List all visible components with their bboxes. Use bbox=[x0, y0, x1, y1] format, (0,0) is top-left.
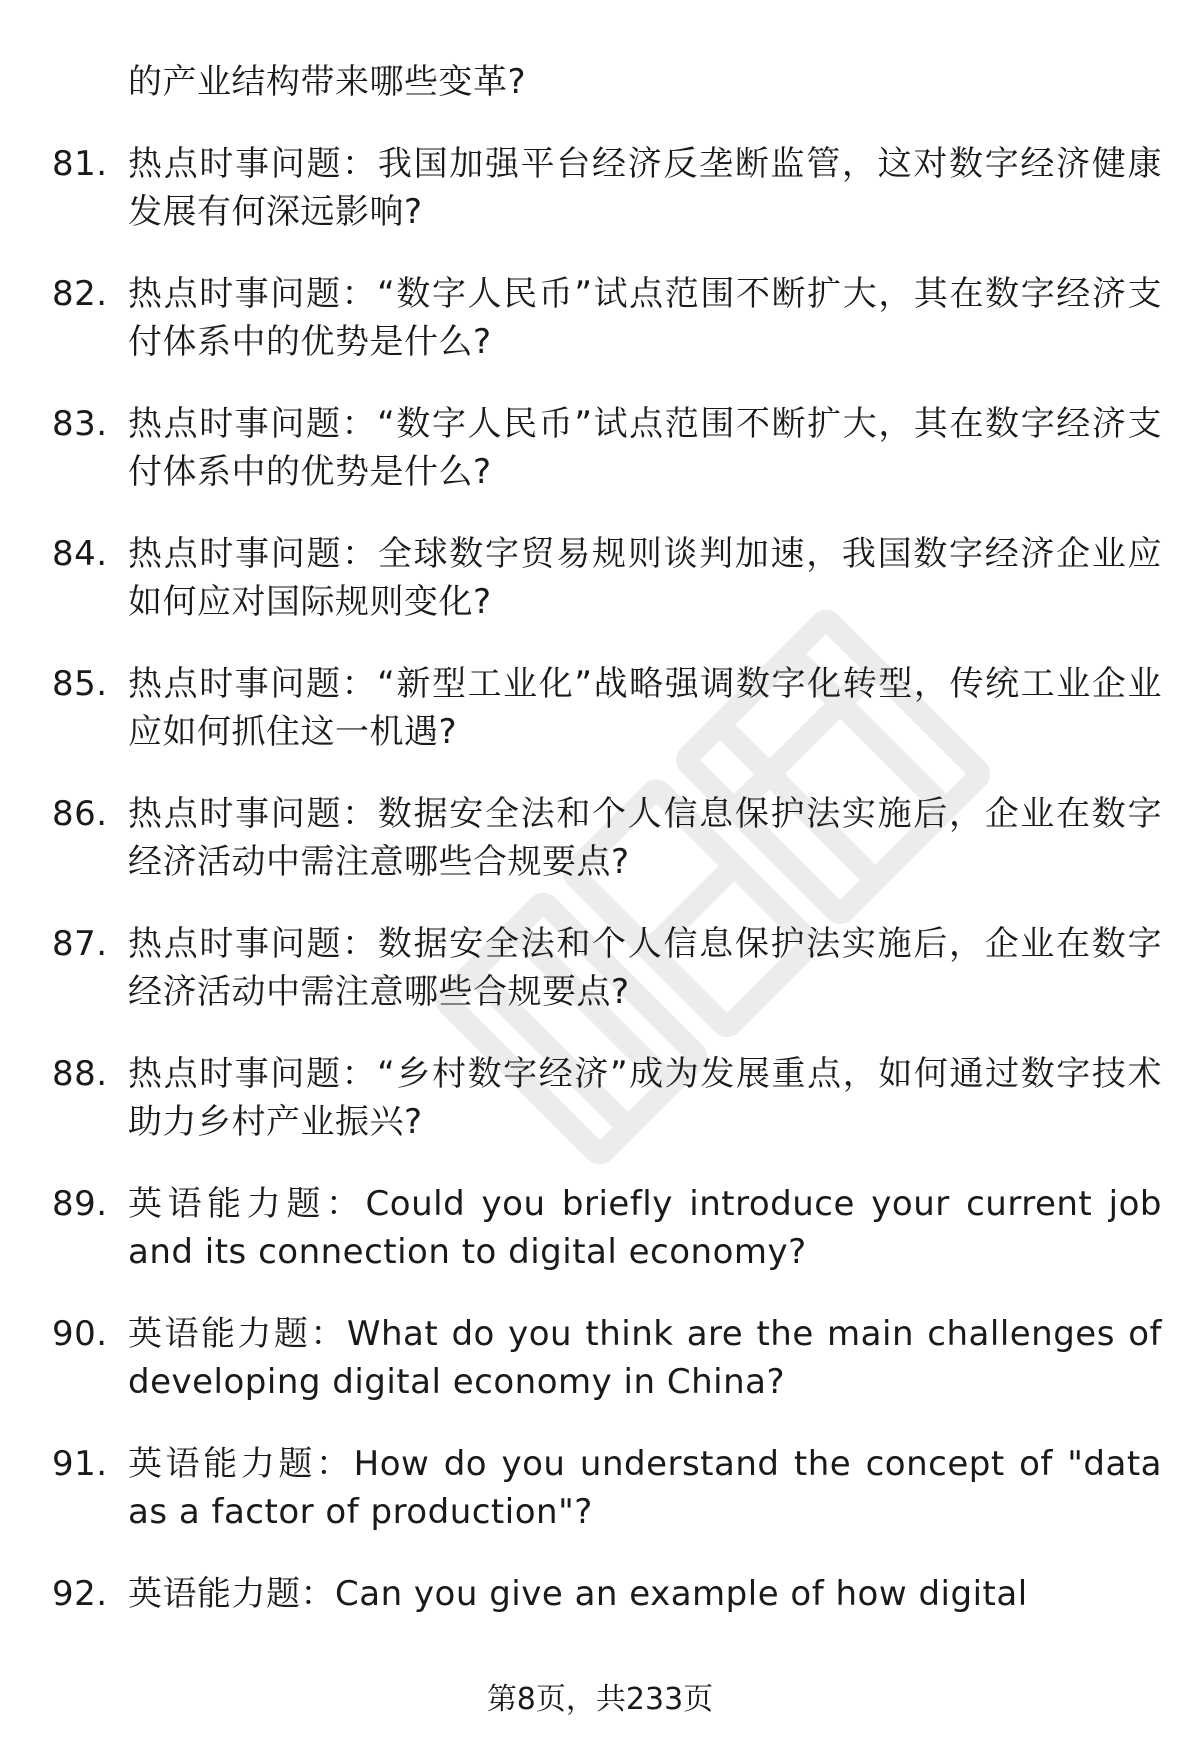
item-text: 热点时事问题：全球数字贸易规则谈判加速，我国数字经济企业应如何应对国际规则变化? bbox=[128, 534, 1162, 622]
item-number: 87. bbox=[52, 924, 108, 964]
list-item bbox=[52, 1570, 1162, 1618]
list-item bbox=[52, 140, 1162, 236]
list-item bbox=[52, 790, 1162, 886]
item-text: 热点时事问题：“数字人民币”试点范围不断扩大，其在数字经济支付体系中的优势是什么? bbox=[128, 404, 1162, 492]
item-text: 热点时事问题：“数字人民币”试点范围不断扩大，其在数字经济支付体系中的优势是什么? bbox=[128, 274, 1162, 362]
item-number: 84. bbox=[52, 534, 108, 574]
list-item bbox=[52, 1310, 1162, 1406]
item-text: 英语能力题：Could you briefly introduce your current job and its connection to digital economy? bbox=[128, 1184, 1162, 1272]
item-number: 90. bbox=[52, 1314, 108, 1354]
item-number: 82. bbox=[52, 274, 108, 314]
list-item bbox=[52, 920, 1162, 1016]
item-text: 热点时事问题：数据安全法和个人信息保护法实施后，企业在数字经济活动中需注意哪些合规要点? bbox=[128, 794, 1162, 882]
item-number: 83. bbox=[52, 404, 108, 444]
item-text: 英语能力题：How do you understand the concept of "data as a factor of production"? bbox=[128, 1444, 1162, 1532]
item-text: 热点时事问题：“乡村数字经济”成为发展重点，如何通过数字技术助力乡村产业振兴? bbox=[128, 1054, 1162, 1142]
continued-question-text: 的产业结构带来哪些变革? bbox=[128, 62, 527, 102]
list-item bbox=[52, 1050, 1162, 1146]
item-number: 81. bbox=[52, 144, 108, 184]
item-text: 热点时事问题：“新型工业化”战略强调数字化转型，传统工业企业应如何抓住这一机遇? bbox=[128, 664, 1162, 752]
list-item bbox=[52, 1180, 1162, 1276]
list-item bbox=[52, 660, 1162, 756]
item-text: 英语能力题：Can you give an example of how digital bbox=[128, 1574, 1028, 1614]
list-item bbox=[52, 400, 1162, 496]
item-number: 86. bbox=[52, 794, 108, 834]
item-number: 89. bbox=[52, 1184, 108, 1224]
question-list bbox=[52, 58, 1162, 1652]
item-number: 92. bbox=[52, 1574, 108, 1614]
list-item bbox=[52, 1440, 1162, 1536]
item-number: 85. bbox=[52, 664, 108, 704]
page-footer: 第8页，共233页 bbox=[486, 1682, 714, 1717]
item-number: 91. bbox=[52, 1444, 108, 1484]
item-number: 88. bbox=[52, 1054, 108, 1094]
list-item bbox=[52, 270, 1162, 366]
list-item bbox=[52, 530, 1162, 626]
item-text: 热点时事问题：我国加强平台经济反垄断监管，这对数字经济健康发展有何深远影响? bbox=[128, 144, 1162, 232]
item-text: 英语能力题：What do you think are the main challenges of developing digital economy in China? bbox=[128, 1314, 1162, 1402]
item-text: 热点时事问题：数据安全法和个人信息保护法实施后，企业在数字经济活动中需注意哪些合规要点? bbox=[128, 924, 1162, 1012]
